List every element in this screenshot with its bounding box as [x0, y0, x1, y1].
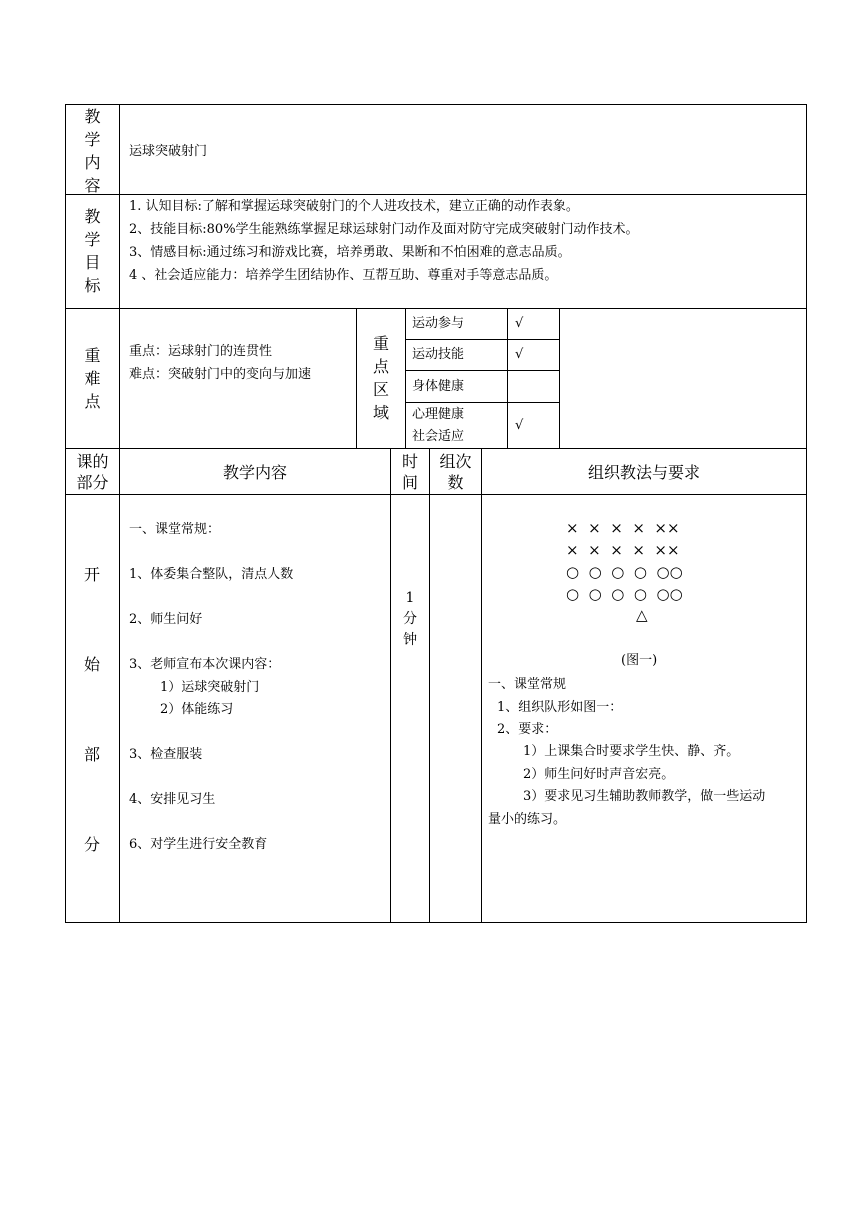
- part-char: 部: [84, 745, 101, 764]
- header-part-line: 部分: [76, 473, 109, 492]
- label-char: 难: [84, 369, 101, 388]
- label-char: 教: [84, 107, 101, 126]
- list-item: 3、老师宣布本次课内容：: [129, 657, 281, 672]
- list-item: 4、安排见习生: [129, 792, 216, 807]
- label-char: 重: [372, 334, 389, 353]
- method-line: 3）要求见习生辅助教师教学，做一些运动: [523, 789, 766, 804]
- method-line: 量小的练习。: [488, 812, 567, 827]
- figure-caption: (图一): [621, 653, 658, 668]
- formation-row-students-o: ○ ○ ○ ○ ○○: [566, 563, 683, 581]
- part-char: 分: [84, 835, 101, 854]
- header-content: 教学内容: [222, 463, 287, 482]
- label-char: 容: [84, 176, 101, 195]
- list-subitem: 2）体能练习: [160, 702, 234, 717]
- list-item: 2、师生问好: [129, 612, 203, 627]
- list-item: 一、课堂常规：: [129, 522, 221, 537]
- area-participation-check: √: [515, 316, 524, 331]
- method-line: 2、要求：: [497, 722, 558, 737]
- area-mental-check: √: [515, 418, 524, 433]
- part-char: 开: [84, 565, 101, 584]
- key-point: 重点：运球射门的连贯性: [129, 344, 273, 359]
- key-row-label: [66, 344, 119, 413]
- label-char: 学: [84, 130, 101, 149]
- goal-social: 4 、社会适应能力：培养学生团结协作、互帮互助、尊重对手等意志品质。: [129, 268, 558, 283]
- list-item: 6、对学生进行安全教育: [129, 837, 268, 852]
- method-line: 2）师生问好时声音宏亮。: [523, 767, 675, 782]
- time-line: 钟: [403, 632, 417, 648]
- content-row-label: [66, 105, 119, 197]
- label-char: 内: [84, 153, 101, 172]
- header-part: [66, 451, 119, 493]
- label-char: 重: [84, 346, 101, 365]
- formation-row-students-o: ○ ○ ○ ○ ○○: [566, 585, 683, 603]
- teacher-position: △: [636, 606, 648, 624]
- method-line: 1）上课集合时要求学生快、静、齐。: [523, 744, 740, 759]
- list-subitem: 1）运球突破射门: [160, 680, 260, 695]
- header-groups-line: 数: [447, 473, 464, 492]
- key-area-label: [357, 332, 405, 424]
- lesson-topic: 运球突破射门: [129, 144, 208, 159]
- time-duration: [391, 588, 429, 651]
- goal-skill: 2、技能目标:80%学生能熟练掌握足球运球射门动作及面对防守完成突破射门动作技术。: [129, 222, 639, 237]
- formation-row-students-x: × × × × ××: [566, 519, 680, 537]
- method-line: 1、组织队形如图一：: [497, 700, 623, 715]
- header-time: [391, 451, 429, 493]
- header-groups: [430, 451, 481, 493]
- area-skill: 运动技能: [412, 347, 465, 362]
- label-char: 目: [84, 253, 101, 272]
- difficult-point: 难点：突破射门中的变向与加速: [129, 367, 312, 382]
- header-time-line: 时: [401, 452, 418, 471]
- part-char: 始: [84, 655, 101, 674]
- goals-row-label: [66, 205, 119, 297]
- label-char: 区: [372, 380, 389, 399]
- area-social: 社会适应: [412, 429, 465, 444]
- label-char: 域: [372, 403, 389, 422]
- goal-emotion: 3、情感目标:通过练习和游戏比赛，培养勇敢、果断和不怕困难的意志品质。: [129, 245, 571, 260]
- goal-cognitive: 1. 认知目标:了解和掌握运球突破射门的个人进攻技术，建立正确的动作表象。: [129, 199, 579, 214]
- time-line: 1: [405, 590, 415, 606]
- list-item: 3、检查服装: [129, 747, 203, 762]
- header-time-line: 间: [401, 473, 418, 492]
- method-line: 一、课堂常规: [488, 677, 567, 692]
- area-mental: 心理健康: [412, 407, 465, 422]
- area-participation: 运动参与: [412, 316, 465, 331]
- label-char: 学: [84, 230, 101, 249]
- list-item: 1、体委集合整队，清点人数: [129, 567, 294, 582]
- label-char: 点: [372, 357, 389, 376]
- time-line: 分: [403, 611, 417, 627]
- label-char: 标: [84, 276, 101, 295]
- label-char: 点: [84, 392, 101, 411]
- area-skill-check: √: [515, 347, 524, 362]
- formation-row-students-x: × × × × ××: [566, 541, 680, 559]
- label-char: 教: [84, 207, 101, 226]
- header-method: 组织教法与要求: [587, 463, 700, 482]
- header-part-line: 课的: [76, 452, 109, 471]
- area-physical: 身体健康: [412, 379, 465, 394]
- header-groups-line: 组次: [439, 452, 472, 471]
